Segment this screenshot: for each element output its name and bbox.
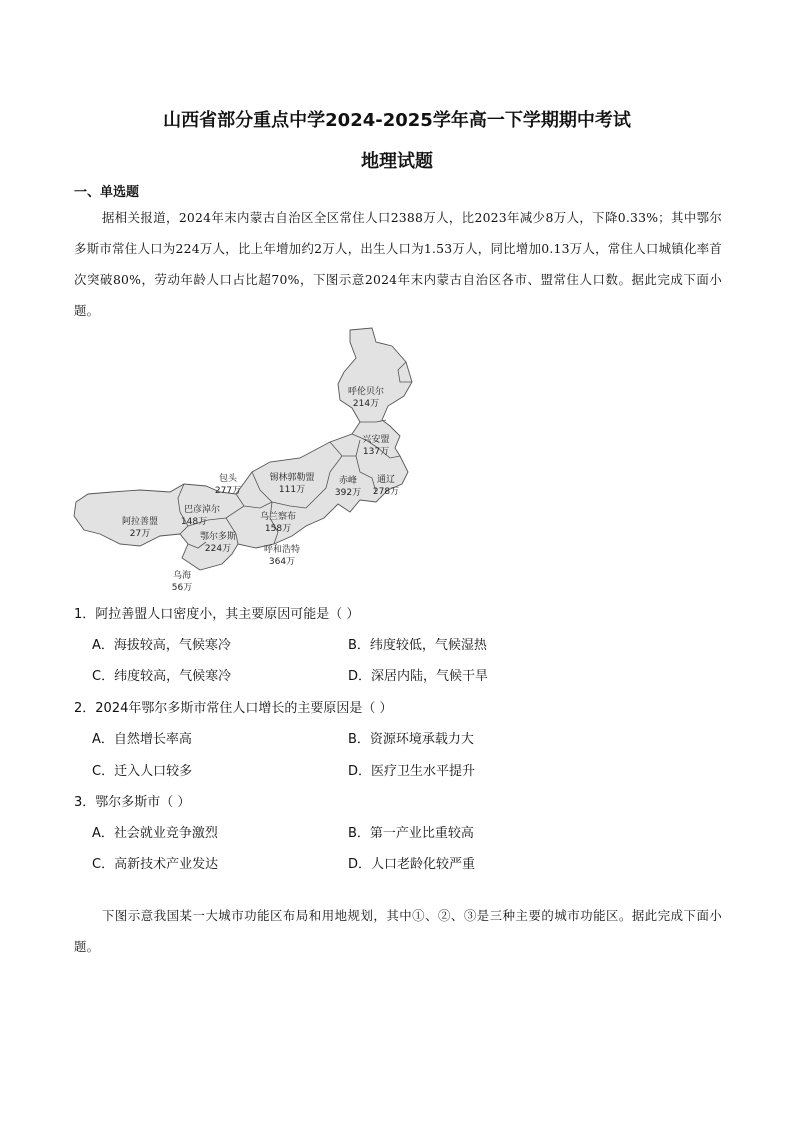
q3-option-d[interactable]: D．人口老龄化较严重 <box>348 857 476 872</box>
pop-ulanqab: 158万 <box>264 524 292 534</box>
inner-mongolia-population-map <box>60 322 420 594</box>
pop-chifeng: 392万 <box>334 488 362 498</box>
label-ordos: 鄂尔多斯 <box>199 532 237 542</box>
pop-xilingol: 111万 <box>278 485 306 495</box>
label-bayannur: 巴彦淖尔 <box>183 505 221 515</box>
pop-tongliao: 278万 <box>372 487 400 497</box>
section-heading: 一、单选题 <box>74 185 140 200</box>
label-tongliao: 通辽 <box>376 475 396 485</box>
q2-option-b[interactable]: B．资源环境承载力大 <box>348 732 474 747</box>
intro-paragraph: 据相关报道，2024年末内蒙古自治区全区常住人口2388万人，比2023年减少8万人，下降0.33%；其中鄂尔多斯市常住人口为224万人，比上年增加约2万人，出生人口为1.53万人，同比增加0.13万人，常住人口城镇化率首次突破80%，劳动年龄人口占比超70%，下图示意2024年末内蒙古自治区各市、盟常住人口数。据此完成下面小题。 <box>74 210 722 318</box>
q1-option-b[interactable]: B．纬度较低，气候湿热 <box>348 638 487 653</box>
question-1: 1．阿拉善盟人口密度小，其主要原因可能是（ ） <box>74 607 360 622</box>
label-wuhai: 乌海 <box>172 571 192 581</box>
intro-paragraph-2: 下图示意我国某一大城市功能区布局和用地规划，其中①、②、③是三种主要的城市功能区。据此完成下面小题。 <box>74 908 722 954</box>
q3-option-b[interactable]: B．第一产业比重较高 <box>348 826 474 841</box>
q1-option-a[interactable]: A．海拔较高，气候寒冷 <box>92 638 231 653</box>
pop-hulunbuir: 214万 <box>352 399 380 409</box>
exam-subtitle: 地理试题 <box>361 151 433 172</box>
pop-hohhot: 364万 <box>268 557 296 567</box>
label-hinggan: 兴安盟 <box>362 435 390 445</box>
q3-option-c[interactable]: C．高新技术产业发达 <box>92 857 219 872</box>
pop-bayannur: 148万 <box>180 517 208 527</box>
label-alxa: 阿拉善盟 <box>121 517 159 527</box>
pop-ordos: 224万 <box>204 544 232 554</box>
q3-option-a[interactable]: A．社会就业竞争激烈 <box>92 826 218 841</box>
pop-alxa: 27万 <box>129 529 151 539</box>
label-ulanqab: 乌兰察布 <box>259 512 297 522</box>
label-hohhot: 呼和浩特 <box>263 545 301 555</box>
label-hulunbuir: 呼伦贝尔 <box>347 387 385 397</box>
pop-wuhai: 56万 <box>171 583 193 593</box>
q2-option-d[interactable]: D．医疗卫生水平提升 <box>348 764 476 779</box>
label-chifeng: 赤峰 <box>338 476 358 486</box>
map-outline <box>74 328 412 570</box>
q2-option-a[interactable]: A．自然增长率高 <box>92 732 192 747</box>
label-xilingol: 锡林郭勒盟 <box>269 473 315 483</box>
exam-title: 山西省部分重点中学2024-2025学年高一下学期期中考试 <box>163 110 631 131</box>
q1-option-d[interactable]: D．深居内陆，气候干旱 <box>348 669 489 684</box>
q1-option-c[interactable]: C．纬度较高，气候寒冷 <box>92 669 232 684</box>
pop-hinggan: 137万 <box>362 447 390 457</box>
question-2: 2．2024年鄂尔多斯市常住人口增长的主要原因是（ ） <box>74 701 393 716</box>
question-3: 3．鄂尔多斯市（ ） <box>74 795 191 810</box>
pop-baotou: 277万 <box>214 486 242 496</box>
q2-option-c[interactable]: C．迁入人口较多 <box>92 764 193 779</box>
label-baotou: 包头 <box>218 474 238 484</box>
